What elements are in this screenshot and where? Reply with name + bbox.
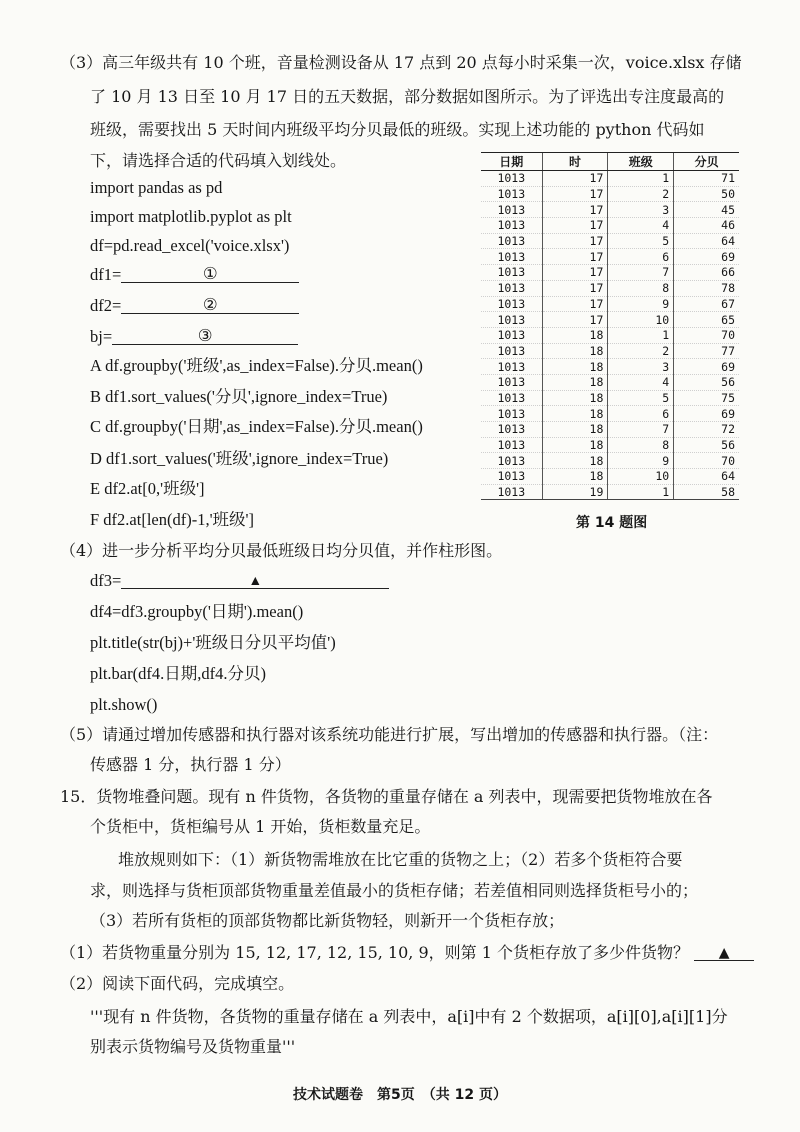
table-cell: 17 — [542, 296, 608, 312]
table-cell: 18 — [542, 406, 608, 422]
code-line-plt-title: plt.title(str(bj)+'班级日分贝平均值') — [90, 633, 336, 652]
table-cell: 46 — [674, 218, 739, 234]
table-cell: 50 — [674, 186, 739, 202]
header-decibel: 分贝 — [674, 153, 739, 171]
table-cell: 1013 — [481, 249, 542, 265]
table-cell: 1013 — [481, 171, 542, 187]
table-cell: 1013 — [481, 343, 542, 359]
table-cell: 10 — [608, 469, 674, 485]
table-row — [481, 374, 739, 390]
table-cell: 19 — [542, 484, 608, 500]
q15-rules1: 堆放规则如下：（1）新货物需堆放在比它重的货物之上；（2）若多个货柜符合要 — [118, 850, 683, 869]
q15-rules3: （3）若所有货柜的顶部货物都比新货物轻，则新开一个货柜存放； — [90, 911, 565, 930]
blank-mark: ③ — [197, 326, 213, 345]
q14-part3-line1: （3）高三年级共有 10 个班，音量检测设备从 17 点到 20 点每小时采集一次，voice.xlsx 存储 — [60, 53, 742, 72]
blank-mark: ① — [202, 264, 218, 283]
table-row — [481, 265, 739, 281]
page-footer: 技术试题卷 第5页 （共 12 页） — [293, 1087, 507, 1103]
blank-label: df3= — [90, 571, 122, 590]
table-cell: 7 — [608, 265, 674, 281]
table-cell: 65 — [674, 312, 739, 328]
table-cell: 1013 — [481, 406, 542, 422]
q15-line1: 15．货物堆叠问题。现有 n 件货物，各货物的重量存储在 a 列表中，现需要把货物堆放在各 — [60, 787, 713, 806]
header-class: 班级 — [608, 153, 674, 171]
table-cell: 1013 — [481, 469, 542, 485]
table-cell: 70 — [674, 453, 739, 469]
table-cell: 17 — [542, 233, 608, 249]
table-cell: 17 — [542, 218, 608, 234]
table-cell: 6 — [608, 406, 674, 422]
q15-doc1: '''现有 n 件货物，各货物的重量存储在 a 列表中，a[i]中有 2 个数据项，a[i][0],a[i][1]分 — [90, 1007, 728, 1026]
table-cell: 18 — [542, 469, 608, 485]
blank-label: df2= — [90, 296, 122, 315]
table-cell: 1013 — [481, 359, 542, 375]
table-cell: 2 — [608, 343, 674, 359]
table-cell: 1013 — [481, 265, 542, 281]
table-cell: 71 — [674, 171, 739, 187]
q15-sub2: （2）阅读下面代码，完成填空。 — [60, 974, 295, 993]
table-row — [481, 390, 739, 406]
answer-blank-q15-1[interactable] — [694, 942, 754, 961]
table-cell: 7 — [608, 422, 674, 438]
table-cell: 1013 — [481, 453, 542, 469]
table-cell: 69 — [674, 249, 739, 265]
q14-part5-line2: 传感器 1 分，执行器 1 分） — [90, 755, 291, 774]
table-cell: 5 — [608, 390, 674, 406]
table-row — [481, 406, 739, 422]
table-cell: 1013 — [481, 280, 542, 296]
option-d: D df1.sort_values('班级',ignore_index=True) — [90, 449, 389, 468]
table-cell: 1013 — [481, 422, 542, 438]
table-cell: 17 — [542, 171, 608, 187]
q15-sub1 — [60, 942, 754, 964]
table-cell: 18 — [542, 327, 608, 343]
option-b: B df1.sort_values('分贝',ignore_index=True) — [90, 387, 388, 406]
table-cell: 58 — [674, 484, 739, 500]
table-cell: 10 — [608, 312, 674, 328]
code-line-import-pandas: import pandas as pd — [90, 178, 223, 197]
table-cell: 18 — [542, 374, 608, 390]
table-cell: 56 — [674, 437, 739, 453]
table-cell: 66 — [674, 265, 739, 281]
table-cell: 9 — [608, 296, 674, 312]
table-cell: 72 — [674, 422, 739, 438]
table-cell: 8 — [608, 280, 674, 296]
table-cell: 8 — [608, 437, 674, 453]
table-cell: 1013 — [481, 186, 542, 202]
table-row — [481, 186, 739, 202]
table-cell: 5 — [608, 233, 674, 249]
q15-sub1-text: （1）若货物重量分别为 15, 12, 17, 12, 15, 10, 9，则第 1 个货柜存放了多少件货物？ — [60, 943, 689, 962]
code-line-read-excel: df=pd.read_excel('voice.xlsx') — [90, 236, 290, 255]
table-body — [481, 171, 739, 500]
table-cell: 17 — [542, 280, 608, 296]
answer-blank-df3[interactable] — [121, 570, 389, 589]
table-cell: 67 — [674, 296, 739, 312]
header-hour: 时 — [542, 153, 608, 171]
q15-doc2: 别表示货物编号及货物重量''' — [90, 1037, 296, 1056]
table-row — [481, 280, 739, 296]
table-cell: 1013 — [481, 202, 542, 218]
figure-caption: 第 14 题图 — [576, 515, 648, 531]
table-cell: 17 — [542, 186, 608, 202]
header-date: 日期 — [481, 153, 542, 171]
table-cell: 69 — [674, 359, 739, 375]
table-cell: 1013 — [481, 312, 542, 328]
table-cell: 18 — [542, 437, 608, 453]
option-a: A df.groupby('班级',as_index=False).分贝.mean() — [90, 356, 423, 375]
table-row — [481, 296, 739, 312]
table-cell: 17 — [542, 265, 608, 281]
blank-df3 — [90, 570, 389, 592]
table-row — [481, 312, 739, 328]
table-cell: 17 — [542, 202, 608, 218]
table-row — [481, 218, 739, 234]
q15-line2: 个货柜中，货柜编号从 1 开始，货柜数量充足。 — [90, 817, 431, 836]
table-cell: 77 — [674, 343, 739, 359]
table-row — [481, 343, 739, 359]
option-c: C df.groupby('日期',as_index=False).分贝.mean() — [90, 417, 423, 436]
code-line-import-matplotlib: import matplotlib.pyplot as plt — [90, 207, 292, 226]
table-cell: 78 — [674, 280, 739, 296]
blank-df2 — [90, 295, 299, 317]
table-cell: 4 — [608, 374, 674, 390]
table-row — [481, 171, 739, 187]
table-row — [481, 327, 739, 343]
table-cell: 9 — [608, 453, 674, 469]
table-cell: 1013 — [481, 296, 542, 312]
table-cell: 1013 — [481, 390, 542, 406]
q14-part4-intro: （4）进一步分析平均分贝最低班级日均分贝值，并作柱形图。 — [60, 541, 503, 560]
table-row — [481, 202, 739, 218]
table-row — [481, 453, 739, 469]
table-cell: 1 — [608, 484, 674, 500]
q14-part3-line4: 下，请选择合适的代码填入划线处。 — [90, 151, 347, 170]
blank-label: bj= — [90, 327, 113, 346]
triangle-mark: ▲ — [718, 945, 730, 961]
table-cell: 18 — [542, 453, 608, 469]
q14-part5-line1: （5）请通过增加传感器和执行器对该系统功能进行扩展，写出增加的传感器和执行器。（注： — [60, 725, 719, 744]
table-cell: 6 — [608, 249, 674, 265]
table-row — [481, 469, 739, 485]
option-e: E df2.at[0,'班级'] — [90, 479, 205, 498]
table-cell: 17 — [542, 312, 608, 328]
code-line-plt-bar: plt.bar(df4.日期,df4.分贝) — [90, 664, 266, 683]
blank-df1 — [90, 264, 299, 286]
table-cell: 64 — [674, 469, 739, 485]
table-cell: 1013 — [481, 374, 542, 390]
table-cell: 18 — [542, 359, 608, 375]
table-row — [481, 359, 739, 375]
table-cell: 70 — [674, 327, 739, 343]
answer-blank-2[interactable] — [121, 295, 299, 314]
table-cell: 1013 — [481, 233, 542, 249]
table-cell: 45 — [674, 202, 739, 218]
table-cell: 2 — [608, 186, 674, 202]
answer-blank-1[interactable] — [121, 264, 299, 283]
table-cell: 75 — [674, 390, 739, 406]
table-row — [481, 484, 739, 500]
table-row — [481, 422, 739, 438]
table-row — [481, 249, 739, 265]
table-cell: 1013 — [481, 327, 542, 343]
table-cell: 1013 — [481, 218, 542, 234]
table-cell: 56 — [674, 374, 739, 390]
table-cell: 18 — [542, 343, 608, 359]
q14-part3-line3: 班级，需要找出 5 天时间内班级平均分贝最低的班级。实现上述功能的 python 代码如 — [90, 120, 705, 139]
answer-blank-3[interactable] — [112, 326, 298, 345]
q14-part3-line2: 了 10 月 13 日至 10 月 17 日的五天数据，部分数据如图所示。为了评选出专注度最高的 — [90, 87, 725, 106]
option-f: F df2.at[len(df)-1,'班级'] — [90, 510, 255, 529]
table-cell: 3 — [608, 202, 674, 218]
table-cell: 1013 — [481, 484, 542, 500]
table-cell: 17 — [542, 249, 608, 265]
code-line-df4: df4=df3.groupby('日期').mean() — [90, 602, 304, 621]
blank-label: df1= — [90, 265, 122, 284]
table-cell: 18 — [542, 422, 608, 438]
table-cell: 3 — [608, 359, 674, 375]
table-cell: 1 — [608, 171, 674, 187]
voice-data-table — [481, 152, 739, 500]
table-cell: 1 — [608, 327, 674, 343]
table-header-row — [481, 153, 739, 171]
table-cell: 1013 — [481, 437, 542, 453]
q15-rules2: 求，则选择与货柜顶部货物重量差值最小的货柜存储；若差值相同则选择货柜号小的； — [90, 881, 699, 900]
table-cell: 64 — [674, 233, 739, 249]
table-cell: 4 — [608, 218, 674, 234]
table-row — [481, 233, 739, 249]
table-cell: 18 — [542, 390, 608, 406]
blank-mark: ② — [202, 295, 218, 314]
table-cell: 69 — [674, 406, 739, 422]
table-row — [481, 437, 739, 453]
triangle-mark: ▲ — [248, 574, 263, 589]
code-line-plt-show: plt.show() — [90, 695, 158, 714]
blank-bj — [90, 326, 298, 348]
